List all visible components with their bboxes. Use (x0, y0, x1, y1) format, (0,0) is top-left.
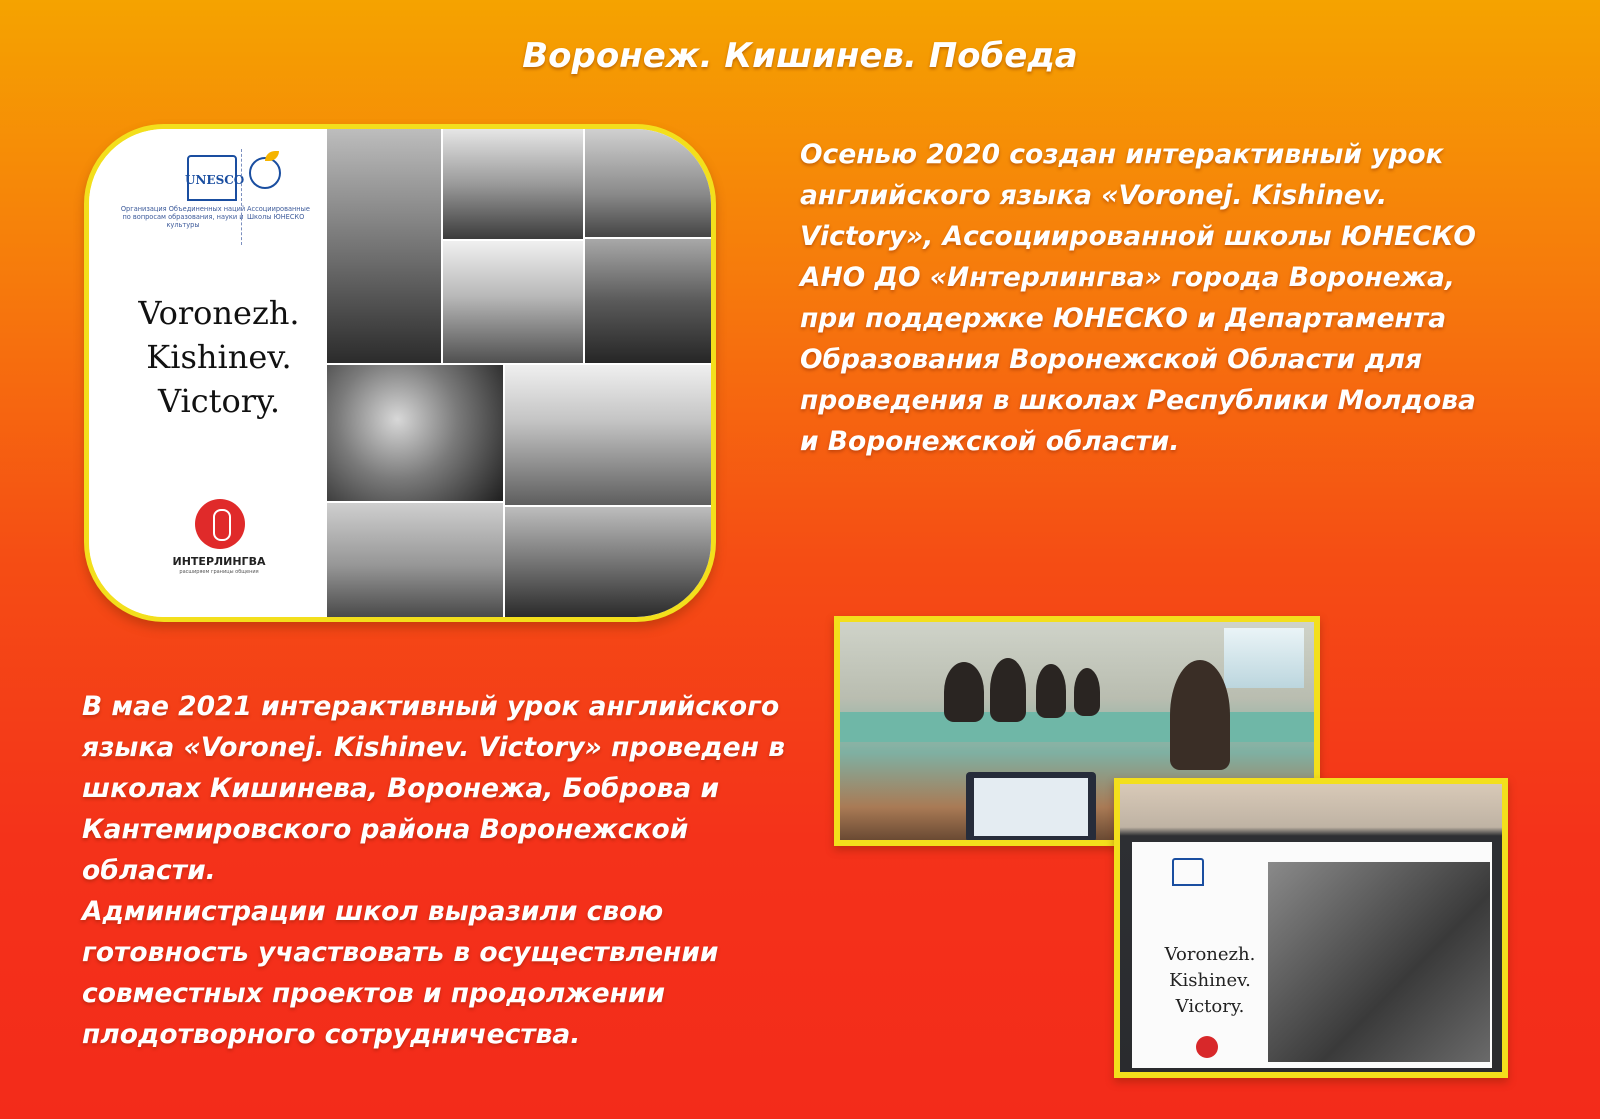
monitor-screen (1132, 842, 1492, 1068)
student-figure (1036, 664, 1066, 718)
interlingva-name: ИНТЕРЛИНГВА (172, 555, 266, 568)
classroom-desk (840, 712, 1314, 742)
monitor-photo (1114, 778, 1508, 1078)
monitor-title-line2: Kishinev. (1169, 970, 1251, 991)
page-title: Воронеж. Кишинев. Победа (522, 36, 1078, 76)
student-figure (1170, 660, 1230, 770)
interlingva-slogan: расширяем границы общения (179, 569, 259, 575)
collage-photo-cathedral (505, 365, 711, 505)
lesson-poster-image (84, 124, 716, 622)
poster-title-line2: Kishinev. (146, 338, 292, 376)
paragraph-may-2021-part1: В мае 2021 интерактивный урок английского языка «Voronej. Kishinev. Victory» проведен в школах Кишинева, Воронежа, Боброва и Кантемировского района Воронежской области. (82, 691, 785, 886)
poster-title (119, 291, 319, 423)
interlingva-logo-icon (195, 499, 245, 549)
paragraph-autumn-2020: Осенью 2020 создан интерактивный урок английского языка «Voronej. Kishinev. Victory», Ассоциированной школы ЮНЕСКО АНО ДО «Интерлингва» города Воронежа, при поддержке ЮНЕСКО и Департамента Образования Воронежской Области для проведения в школах Республики Молдова и Воронежской области. (800, 139, 1476, 457)
student-figure (944, 662, 984, 722)
collage-photo-fire (505, 507, 711, 617)
monitor-collage (1268, 862, 1490, 1062)
logo-divider (241, 149, 242, 245)
student-figure (1074, 668, 1100, 716)
monitor-unesco-icon (1172, 858, 1204, 886)
collage-photo-ruins (327, 503, 503, 617)
collage-photo-station (443, 241, 583, 363)
collage-photo-memorial (585, 239, 711, 363)
poster-title-line3: Victory. (157, 382, 281, 420)
paragraph-may-2021-part2: Администрации школ выразили свою готовность участвовать в осуществлении совместных проектов и продолжении плодотворного сотрудничества. (82, 896, 719, 1050)
unesco-logo-text: UNESCO (185, 173, 245, 187)
monitor-title (1150, 942, 1270, 1020)
assoc-schools-caption: Ассоциированные Школы ЮНЕСКО (247, 205, 310, 221)
collage-photo-children (327, 365, 503, 501)
unesco-caption: Организация Объединенных наций по вопросам образования, науки и культуры (120, 205, 246, 229)
monitor-title-line3: Victory. (1175, 996, 1245, 1017)
monitor-interlingva-icon (1196, 1036, 1218, 1058)
collage-photo-monument (585, 129, 711, 237)
collage-photo-street (327, 129, 441, 363)
collage-photo-building (443, 129, 583, 239)
student-figure (990, 658, 1026, 722)
classroom-window (1224, 628, 1304, 688)
monitor-title-line1: Voronezh. (1164, 944, 1256, 965)
assoc-schools-globe-icon (249, 157, 281, 189)
poster-title-line1: Voronezh. (138, 294, 300, 332)
paragraph-may-2021 (82, 686, 802, 1055)
laptop-screen (974, 778, 1088, 836)
